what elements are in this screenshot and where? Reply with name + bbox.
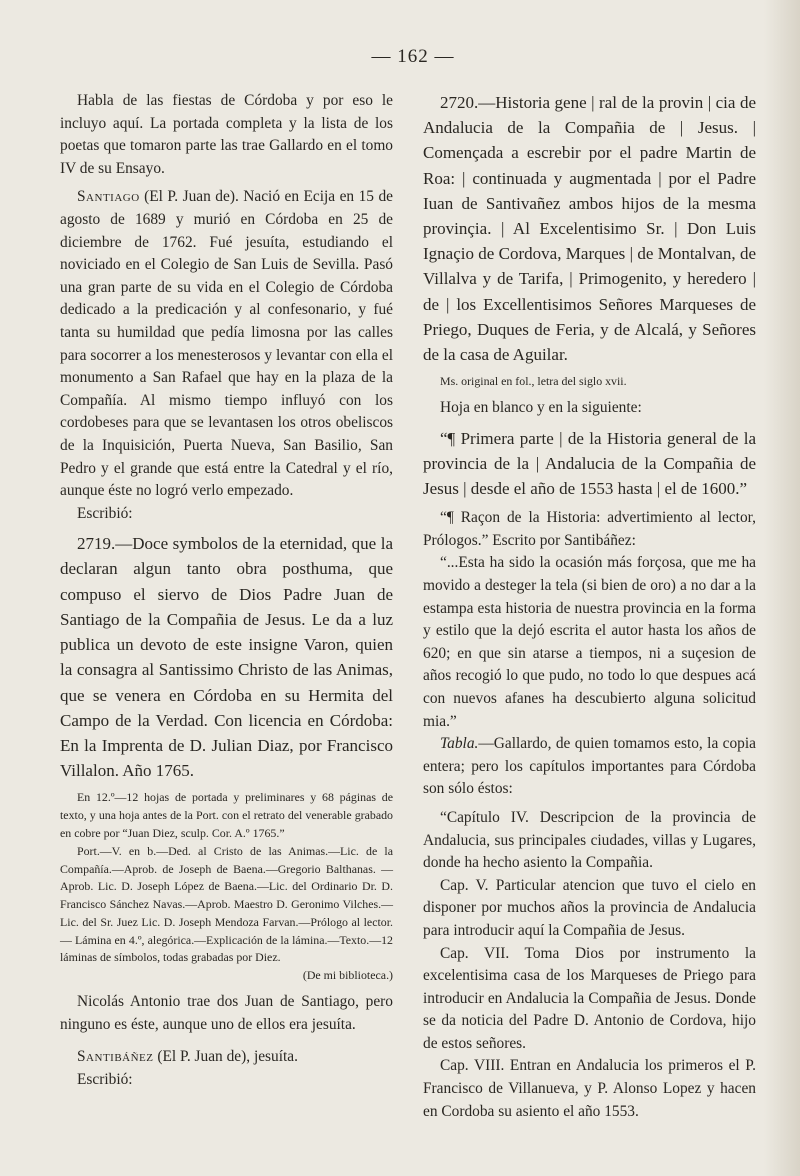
quote-razon: “¶ Raçon de la Historia: advertimiento al lector, Prólogos.” Escrito por Santibáñez:	[423, 509, 756, 549]
right-column	[423, 90, 756, 1123]
entry-2720: 2720.—Historia gene | ral de la provin | cia de Andalucia de la Compañia de | Jesus. | Començada a escrebir por el padre Martin de Roa: | continuada y augmentada | por el Padre Iuan de Santivañez ambos hijos de la mesma provinçia. | Al Excelentisimo Sr. | Don Luis Ignaçio de Cordova, Marques | de Montalvan, de Villalva y de Tarifa, | Primogenito, y heredero | de | los Excellentisimos Señores Marqueses de Priego, Duques de Feria, y de Alcalá, y Señores de la casa de Aguilar.	[423, 93, 756, 365]
tabla-text: —Gallardo, de quien tomamos esto, la copia entera; pero los capítulos importantes para Córdoba son sólo éstos:	[423, 735, 756, 798]
left-column	[60, 90, 393, 1123]
tabla-label: Tabla.	[440, 735, 479, 753]
paragraph-intro: Habla de las fiestas de Córdoba y por eso le incluyo aquí. La portada completa y la lista de los poetas que tomaron parte las trae Gallardo en el tomo IV de su Ensayo.	[60, 92, 393, 177]
paragraph-nicolas: Nicolás Antonio trae dos Juan de Santiago, pero ninguno es éste, aunque uno de ellos era jesuíta.	[60, 993, 393, 1033]
paragraph-tabla	[423, 733, 756, 801]
quote-title: “¶ Primera parte | de la Historia general de la provincia de la | Andalucia de la Compañia de Jesus | desde el año de 1553 hasta | el de 1600.”	[423, 428, 756, 499]
author-name: Santiago	[77, 188, 140, 206]
entry-santibanez	[60, 1046, 393, 1069]
chapter-5: Cap. V. Particular atencion que tuvo el cielo en disponer por muchos años la provincia de Andalucia para introducir aquí la Compañia de Jesus.	[423, 876, 756, 939]
author-bio: (El P. Juan de), jesuíta.	[153, 1048, 298, 1066]
source-note: (De mi biblioteca.)	[302, 968, 393, 983]
escribio-label: Escribió:	[77, 504, 133, 522]
bibliographic-description: En 12.º—12 hojas de portada y preliminares y 68 páginas de texto, y una hoja antes de la Port. con el retrato del venerable grabado en cobre por “Juan Diez, sculp. Cor. A.º 1765.”	[60, 790, 393, 840]
entry-2719: 2719.—Doce symbolos de la eternidad, que la declaran algun tanto obra posthuma, que compuso el siervo de Dios Padre Juan de Santiago de la Compañia de Jesus. Le da a luz publica un devoto de este insigne Varon, quien la consagra al Santissimo Christo de las Animas, que se venera en Córdoba en su Hermita del Campo de la Verdad. Con licencia en Córdoba: En la Imprenta de D. Julian Diaz, por Francisco Villalon. Año 1765.	[60, 534, 393, 781]
contents-description: Port.—V. en b.—Ded. al Cristo de las Animas.—Lic. de la Compañía.—Aprob. de Joseph de Baena.—Gregorio Balthanas. — Aprob. Lic. D. Joseph López de Baena.—Lic. del Ordinario Dr. D. Francisco Sánchez Navas.—Aprob. Maestro D. Geronimo Vilches.—Lic. del Sr. Juez Lic. D. Joseph Mendoza Farvan.—Prólogo al lector. — Lámina en 4.º, alegórica.—Explicación de la lámina.—Texto.—12 láminas de símbolos, todas grabadas por Diez.	[60, 843, 393, 965]
quote-excerpt: “...Esta ha sido la ocasión más forçosa, que me ha movido a desteger la tela (si bien de oro) a no dar a la estampa esta historia de nuestra provincia en la forma y estilo que la dejó escrita el autor hasta los años de 620; en que sin atarse a tiempos, ni a suçesion de años recogió lo que pudo, no todo lo que despues acá con nuevos afanes ha descubierto alguna solicitud mia.”	[423, 554, 756, 730]
author-bio: (El P. Juan de). Nació en Ecija en 15 de agosto de 1689 y murió en Córdoba en 25 de diciembre de 1762. Fué jesuíta, estudiando el noviciado en el Colegio de San Luis de Sevilla. Pasó una gran parte de su vida en el Colegio de Córdoba dedicado a la predicación y al confesonario, y fué tanta su humildad que pedía limosna por las calles para socorrer a los menesterosos y levantar con ella el monumento a San Rafael que hay en la plaza de la Compañía. Al mismo tiempo influyó con los cordobeses para que se levantasen los otros obeliscos de la Inquisición, Puerta Nueva, San Basilio, San Pedro y el grande que está entre la Catedral y el río, aunque éste no logró verlo empezado.	[60, 188, 393, 500]
chapter-7: Cap. VII. Toma Dios por instrumento la excelentisima casa de los Marqueses de Priego para introducir en Andalucia la Compañia de Jesus. Donde se da noticia del Padre D. Antonio de Cordova, hijo de estos señores.	[423, 944, 756, 1052]
page-edge-shadow	[764, 0, 800, 1176]
chapter-4: “Capítulo IV. Descripcion de la provincia de Andalucia, sus principales ciudades, villas y Lugares, donde ha hecho asiento la Compañia.	[423, 808, 756, 872]
entry-santiago	[60, 186, 393, 502]
paragraph-hoja: Hoja en blanco y en la siguiente:	[440, 399, 642, 417]
escribio-label: Escribió:	[77, 1070, 133, 1088]
chapter-8: Cap. VIII. Entran en Andalucia los primeros el P. Francisco de Villanueva, y P. Alonso Lopez y hacen en Cordoba su asiento el año 1553.	[423, 1057, 756, 1120]
page-number: — 162 —	[371, 46, 455, 67]
manuscript-note: Ms. original en fol., letra del siglo xvii.	[440, 374, 627, 389]
author-name: Santibáñez	[77, 1048, 154, 1066]
